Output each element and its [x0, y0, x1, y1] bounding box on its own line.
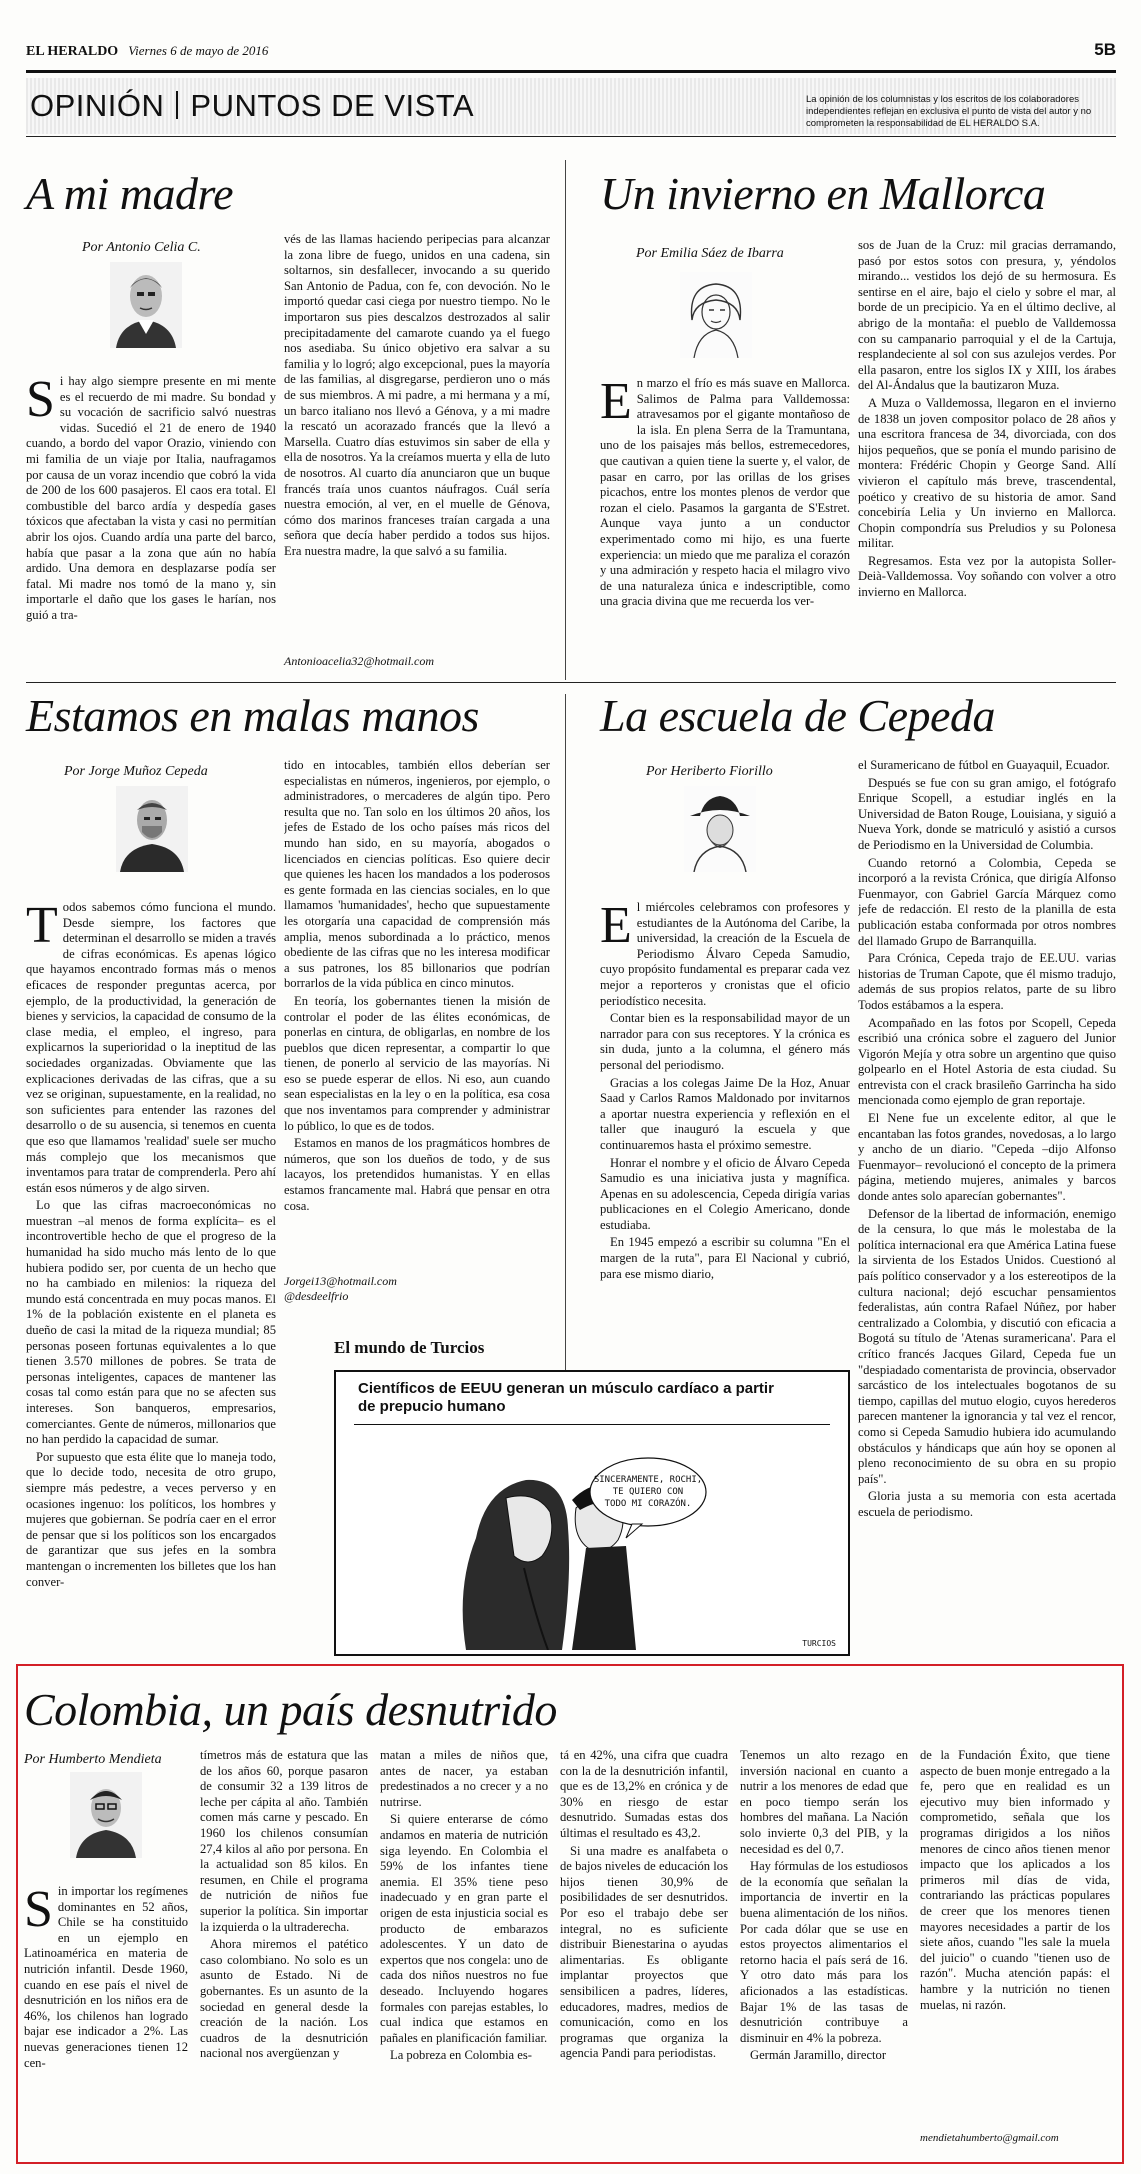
article-title: La escuela de Cepeda — [600, 690, 995, 741]
author-email: Jorgei13@hotmail.com — [284, 1274, 397, 1288]
article-paragraph: A Muza o Valldemossa, llegaron en el invierno de 1838 un joven compositor polaco de 28 años y una escritora francesa de 34, divorciada, con dos hijos pequeños, que se ponía el mundo parisino de montera: Frédéric Chopin y George Sand. Allí vivieron el capítulo más breve, trascendental, poético y creativo de su historia de amor. Sand concebiría Lelia y Un invierno en Mallorca. Chopin compondría sus Preludios y su Polonesa militar. — [858, 395, 1116, 551]
masthead — [26, 42, 1116, 68]
section-title — [30, 88, 474, 124]
article-paragraph: odos sabemos cómo funciona el mundo. Desde siempre, los factores que determinan el desarrollo se miden a través de cifras económicas. Es apenas lógico que hayamos encontrado formas más o menos eficaces de responder preguntas acerca, por ejemplo, de la productividad, la generación de bienes y servicios, la capacidad de consumo de la clase media, el empleo, el ingreso, para explicarnos la superioridad o la ineptitud de las sociedades organizadas. Obviamente que las explicaciones derivadas de las cifras, que a su vez se originan, supuestamente, en la realidad, no son suficientes para entender las razones del desarrollo o de su ausencia, si tenemos en cuenta que eso que llamamos 'realidad' suele ser mucho más complejo que los mecanismos que inventamos para tratar de comprenderla. Pero ahí están esos números y de algo sirven. — [26, 900, 276, 1195]
cartoon-rule — [354, 1424, 830, 1425]
page-number: 5B — [1094, 40, 1116, 59]
article-paragraph: vés de las llamas haciendo peripecias para alcanzar la zona libre de fuego, unidos en una cadena, sin soltarnos, sin desfallecer, invocando a su querido San Antonio de Padua, con fe, con devoción. No le importó quedar casi ciega por nuestro tiempo. No le importaron sus pies descalzos destrozados al salir precipitadamente del camarote cuando ya el fuego nos asediaba. Su único objetivo era salvar a su familia y lo logró; algo excepcional, pues la mayoría de las familias, al disgregarse, perdieron uno o más de sus miembros. A mi padre, a mi hermana y a mí, un barco italiano nos llevó a Génova, y a mi madre la rescató un acorazado francés que la llevó a Marsella. Cuatro días estuvimos sin saber de ella y ella de nosotros. Ya la creíamos muerta y ella de luto de nosotros. Al cuarto día anunciaron que un buque francés traía unos cuantos náufragos. Cuál sería nuestra emoción, al ver, en el muelle de Génova, cómo dos marinos franceses traían cargada a una señora que decía haber perdido a todos sus hijos. Era nuestra madre, la que salvó a su familia. — [284, 232, 550, 558]
article-paragraph: Por supuesto que esta élite que lo maneja todo, que lo decide todo, necesita de otro grupo, siempre más pedestre, a veces perverso y en ocasiones ingenuo: los políticos, los hombres y mujeres que gobiernan. Se podría caer en el error de pensar que si los políticos son los encargados de garantizar que sus jefes en la sombra mantengan o incrementen los billetes que los han conver- — [26, 1449, 276, 1589]
article-column — [920, 1748, 1110, 2130]
cartoonist-signature: TURCIOS — [802, 1639, 836, 1648]
cartoon-speech-line: TODO MI CORAZÓN. — [604, 1499, 692, 1509]
section-disclaimer: La opinión de los columnistas y los escritos de los colaboradores independientes reflejan en exclusiva el punto de vista del autor y no comprometen la responsabilidad de EL HERALDO S.A. — [806, 94, 1092, 129]
author-email: Antonioacelia32@hotmail.com — [284, 654, 435, 668]
article-byline: Por Humberto Mendieta — [24, 1752, 162, 1767]
author-portrait — [110, 262, 182, 348]
cartoon-section-title: El mundo de Turcios — [334, 1338, 485, 1357]
article-paragraph: Contar bien es la responsabilidad mayor de un narrador para con sus receptores. Y la crónica es sin duda, junto a la columna, el género más personal del periodismo. — [600, 1011, 850, 1072]
article-column — [26, 900, 276, 1642]
article-paragraph: La pobreza en Colombia es- — [390, 2048, 532, 2063]
article-column — [600, 900, 850, 1356]
issue-date: Viernes 6 de mayo de 2016 — [128, 43, 269, 58]
author-portrait — [684, 786, 756, 872]
article-paragraph: Estamos en manos de los pragmáticos hombres de números, que son los dueños de todo, y de sus lacayos, los pretendidos humanistas. Y en ellas estamos francamente mal. Habrá que pensar en otra cosa. — [284, 1136, 550, 1213]
cartoon-panel — [334, 1370, 850, 1656]
author-portrait — [680, 272, 752, 358]
article-column — [740, 1748, 908, 2148]
article-column — [284, 758, 550, 1270]
column-divider — [565, 160, 566, 680]
article-title: A mi madre — [26, 168, 234, 219]
article-paragraph: l miércoles celebramos con profesores y estudiantes de la Autónoma del Caribe, la universidad, la creación de la Escuela de Periodismo Álvaro Cepeda Samudio, cuyo propósito fundamental es preparar cada vez mejor a reporteros y cronistas que el oficio periodístico necesita. — [600, 900, 850, 1008]
article-byline: Por Emilia Sáez de Ibarra — [636, 246, 784, 261]
article-paragraph: Para Crónica, Cepeda trajo de EE.UU. varias historias de Truman Capote, que él mismo tradujo, además de sus propios relatos, parte de su libro Todos estábamos a la espera. — [858, 951, 1116, 1012]
author-contact — [284, 1274, 397, 1304]
cartoon-speech-line: TE QUIERO CON — [612, 1487, 684, 1497]
article-column — [26, 374, 276, 664]
article-paragraph: tímetros más de estatura que las de los años 60, porque pasaron de consumir 32 a 139 litros de leche per cápita al año. También comen más carne y pescado. En 1960 los chilenos consumían 27,4 kilos al año por persona. En la actualidad son 85 kilos. En resumen, en Chile el programa de nutrición de niños fue superior la política. Sin importar la izquierda o la ultraderecha. — [200, 1748, 368, 1934]
article-column — [560, 1748, 728, 2148]
newspaper-name: EL HERALDO — [26, 44, 119, 59]
article-paragraph: el Suramericano de fútbol en Guayaquil, Ecuador. — [858, 758, 1110, 772]
author-twitter: @desdeelfrio — [284, 1289, 349, 1303]
article-paragraph: El Nene fue un excelente editor, al que le encantaban las fotos grandes, novedosas, a lo largo y ancho de un diario. "Cepeda –dijo Alfonso Fuenmayor– revolucionó el concepto de la primera página, metiendo mujeres, animales y barcos donde antes solo aparecían gobernantes". — [858, 1111, 1116, 1204]
drop-cap: S — [26, 374, 55, 428]
article-title: Estamos en malas manos — [26, 690, 479, 741]
author-email: mendietahumberto@gmail.com — [920, 2132, 1059, 2144]
article-paragraph: Lo que las cifras macroeconómicas no muestran –al menos de forma explícita– es el incontrovertible hecho de que el progreso de la humanidad ha sido mucho más lento de lo que hubiera podido ser, por cuenta de un hecho que no ha cambiado en milenios: la riqueza del mundo está concentrada en muy pocas manos. El 1% de la población existente en el planeta es dueño de casi la mitad de la riqueza mundial; 85 personas poseen fortunas equivalentes a lo que tienen 3.570 millones de pobres. Se trata de personas inteligentes, capaces de mantener las cosas tal como están para que no se afecten sus intereses. Son banqueros, empresarios, comerciantes. Gente de números, millonarios que no han perdido la capacidad de sumar. — [26, 1198, 276, 1447]
article-paragraph: Hay fórmulas de los estudiosos de la economía que señalan la importancia de invertir en la buena alimentación de los niños. Por cada dólar que se use en estos proyectos alimentarios el retorno hacia el país será de 16. Y otro dato más para los aficionados a las estadísticas. Bajar 1% de las tasas de desnutrición contribuye a disminuir en 4% la pobreza. — [740, 1859, 908, 2045]
drop-cap: E — [600, 376, 632, 430]
article-column — [858, 238, 1116, 670]
article-paragraph: Después se fue con su gran amigo, el fotógrafo Enrique Scopell, a estudiar inglés en la Universidad de Baton Rouge, Louisiana, y siguió a Nueva York, donde se matriculó y asistió a cursos de Periodismo en la Universidad de Columbia. — [858, 775, 1116, 852]
cartoon-illustration — [336, 1428, 848, 1650]
article-column — [858, 758, 1116, 1652]
article-paragraph: de la Fundación Éxito, que tiene aspecto de buen monje entregado a la fe, pero que en realidad es un ejecutivo muy bien informado y comprometido, señala que los programas dirigidos a los niños menores de cinco años tienen menor impacto que los aplicados a los primeros mil días de vida, contrariando las prácticas populares de creer que los menores tienen mayores necesidades a partir de los siete años, cuando "les sale la muela del juicio" o cuando "tienen uso de razón". Mucha atención papás: el hambre y la nutrición no tienen muelas, ni razón. — [920, 1748, 1110, 2012]
article-paragraph: Tenemos un alto rezago en inversión nacional en cuanto a nutrir a los menores de edad que en poco tiempo serán los hombres del mañana. La Nación solo invierte 0,3 del PIB, y la necesidad es del 0,7. — [740, 1748, 908, 1856]
article-paragraph: Gloria justa a su memoria con esta acertada escuela de periodismo. — [858, 1489, 1116, 1519]
article-paragraph: Germán Jaramillo, director — [750, 2048, 887, 2063]
article-paragraph: n marzo el frío es más suave en Mallorca. Salimos de Palma para Valldemossa: atravesamos por el gigante montañoso de la isla. En plena Serra de la Tramuntana, uno de los paisajes más bellos, estremecedores, que cautivan a quien tiene la suerte y, el valor, de pasar en carro, por las orillas de los grises picachos, entre los montes plenos de verdor que rozan el cielo. Pasamos la garganta de S'Estret. Aunque vaya junto a un conductor experimentado como mi hijo, es una fuerte experiencia: un miedo que me paraliza el corazón y una admiración y respeto hacia el milagro vivo de una naturaleza única e indescriptible, como una gracia divina que me recuerda los ver- — [600, 376, 850, 609]
article-column — [284, 232, 550, 652]
article-paragraph: Honrar el nombre y el oficio de Álvaro Cepeda Samudio es una iniciativa justa y magnífica. Apenas en su adolescencia, Cepeda dirigía varias publicaciones en el Colegio Americano, donde estudiaba. — [600, 1155, 850, 1232]
drop-cap: T — [26, 900, 58, 954]
article-paragraph: matan a miles de niños que, antes de nacer, ya estaban predestinados a no crecer y a no nutrirse. — [380, 1748, 548, 1809]
article-title: Un invierno en Mallorca — [600, 168, 1046, 219]
article-paragraph: sos de Juan de la Cruz: mil gracias derramando, pasó por estos sotos con presura, y, yéndolos mirando... vestidos los dejó de su hermosura. Es sentirse en el aire, bajo el cielo y sobre el mar, al borde de un precipicio. Ya en el último declive, al abrigo de la montaña: el pueblo de Valldemossa con su campanario parroquial y el de la Cartuja, resplandeciente al sol con sus azulejos verdes. Por ella pasaron, entre los siglos IX y XIII, los árabes del Al-Ándalus que la bautizaron Muza. — [858, 238, 1116, 393]
article-paragraph: En 1945 empezó a escribir su columna "En el margen de la ruta", para El Nacional y cubrió, para ese mismo diario, — [600, 1235, 850, 1281]
article-paragraph: tido en intocables, también ellos deberían ser especialistas en números, ingenieros, por ejemplo, o administradores, o mercaderes de algún tipo. Pero resulta que no. Tan solo en los últimos 20 años, los jefes de Estado de los ocho países más ricos del mundo han sido, en su mayoría, abogados o licenciados en ciencias políticas. Eso quiere decir que quienes les hacen los mandados a los poderosos es gente formada en las ciencias sociales, en lo que llamamos 'humanidades', hecho que supuestamente les otorgaría una capacidad de comprensión más amplia, menos subordinada a lo práctico, menos obediente de las cifras que no les interesa modificar a sus patrones, los 85 billonarios que podrían borrarlos de la vida pública en cinco minutos. — [284, 758, 550, 991]
article-paragraph: Acompañado en las fotos por Scopell, Cepeda escribió una crónica sobre el zaguero del Junior Vigorón Mejía y otra sobre un argentino que quiso golpearlo en el Hotel Astoria de esta ciudad. Su entrevista con el crack brasileño Garrincha ha sido mencionada como ejemplo de gran reportaje. — [858, 1015, 1116, 1108]
article-paragraph: Gracias a los colegas Jaime De la Hoz, Anuar Saad y Carlos Ramos Maldonado por invitarnos a aportar nuestra experiencia y reflexión en el taller que inauguró la escuela y que continuaremos hasta el próximo semestre. — [600, 1075, 850, 1152]
article-column — [380, 1748, 548, 2148]
article-paragraph: Si quiere enterarse de cómo andamos en materia de nutrición siga leyendo. En Colombia el 59% de los infantes tiene anemia. El 35% tiene peso inadecuado y en gran parte el origen de esta injusticia social es producto de embarazos adolescentes. Y un dato de expertos que nos congela: uno de cada dos niños nuestros no fue deseado. Incluyendo hogares formales con parejas estables, lo cual indica que estamos en pañales en planificación familiar. — [380, 1812, 548, 2045]
article-paragraph: i hay algo siempre presente en mi mente es el recuerdo de mi madre. Su bondad y su vocación de sacrificio salvó nuestras vidas. Sucedió el 21 de enero de 1940 cuando, a bordo del vapor Orazio, viniendo con mi familia de un viaje por Italia, naufragamos por causa de un voraz incendio que cobró la vida de 200 de los 600 pasajeros. El caos era total. El combustible del barco ardía y despedía gases tóxicos que afectaban la vista y casi no permitían abrir los ojos. Cuando ardía una parte del barco, había que pasar a la zona que aún no había ardido. Una demora en desplazarse podía ser fatal. Mi madre nos tomó de la mano y, sin importarle el daño que los gases le harían, nos guió a tra- — [26, 374, 276, 622]
article-paragraph: En teoría, los gobernantes tienen la misión de controlar el poder de las élites económicas, de ponerlas en cintura, de obligarlas, en nombre de los pueblos que dicen representar, a compartir lo que tienen, de ponerlo al servicio de las mayorías. Ni eso se puede esperar de ellos. Ni eso, aun cuando sean especialistas en la ley o en la política, esa cosa que nos inventamos para comprender y administrar lo público, lo que es de todos. — [284, 993, 550, 1133]
section-right: PUNTOS DE VISTA — [190, 88, 475, 123]
article-column — [600, 376, 850, 666]
article-paragraph: Regresamos. Esta vez por la autopista Soller-Deià-Valldemossa. Voy soñando con volver a otro invierno en Mallorca. — [858, 553, 1116, 600]
article-column — [24, 1884, 188, 2148]
drop-cap: S — [24, 1884, 53, 1938]
cartoon-headline: Científicos de EEUU generan un músculo cardíaco a partir de prepucio humano — [358, 1380, 774, 1415]
article-byline: Por Heriberto Fiorillo — [646, 764, 773, 779]
article-paragraph: tá en 42%, una cifra que cuadra con la de la desnutrición infantil, que es de 13,2% en crónica y de 30% en riesgo de estar desnutrido. Sumadas estas dos últimas el resultado es 43,2. — [560, 1748, 728, 1840]
article-byline: Por Jorge Muñoz Cepeda — [64, 764, 208, 779]
author-portrait — [70, 1772, 142, 1858]
article-paragraph: Si una madre es analfabeta o de bajos niveles de educación los hijos tienen 30,9% de posibilidades de ser desnutridos. Por eso el trabajo debe ser integral, no es suficiente distribuir Bienestarina o ayudas alimentarias. Es obligante implantar proyectos que sensibilicen a padres, líderes, educadores, madres, medios de comunicación, como en los programas que organiza la agencia Pandi para periodistas. — [560, 1843, 728, 2061]
cartoon-speech-line: SINCERAMENTE, ROCHI, — [593, 1475, 703, 1485]
section-left: OPINIÓN — [30, 88, 165, 123]
section-rule — [26, 136, 1116, 137]
article-column — [200, 1748, 368, 2148]
drop-cap: E — [600, 900, 632, 954]
article-paragraph: Ahora miremos el patético caso colombiano. No solo es un asunto de Estado. Ni de gobernantes. Es un asunto de la sociedad en general desde la creación de la nación. Los cuadros de la desnutrición nacional nos avergüenzan y — [200, 1937, 368, 2061]
row-rule — [26, 682, 1116, 683]
article-title: Colombia, un país desnutrido — [24, 1684, 557, 1735]
masthead-rule — [26, 70, 1116, 73]
article-byline: Por Antonio Celia C. — [82, 240, 201, 255]
article-paragraph: in importar los regímenes dominantes en 52 años, Chile se ha constituido en un ejemplo en Latinoamérica en materia de nutrición infantil. Desde 1960, cuando en ese país el nivel de desnutrición en los niños era de 46%, los chilenos han logrado bajar ese indicador a 2%. Las nuevas generaciones tienen 12 cen- — [24, 1884, 188, 2070]
author-portrait — [116, 786, 188, 872]
article-paragraph: Cuando retornó a Colombia, Cepeda se incorporó a la revista Crónica, que dirigía Alfonso Fuenmayor, con Gabriel García Márquez como jefe de redacción. El resto de la planilla de esta publicación estaba conformada por otros nombres del llamado Grupo de Barranquilla. — [858, 855, 1116, 948]
article-paragraph: Defensor de la libertad de información, enemigo de la censura, lo que más le molestaba de la política internacional era que América Latina fuese la sirvienta de los Estados Unidos. Cuestionó al país político conservador y a los estereotipos de la cultura nacional; dejó escuchar pensamientos federalistas, aún contra Rafael Núñez, por haber centralizado a Colombia, y discutió con eficacia a Bogotá su título de 'Atenas suramericana'. Para el crítico francés Jacques Gilard, Cepeda fue un "despiadado comentarista de provincia, observador sarcástico de los intelectuales bogotanos de su tiempo, capillas del mutuo elogio, cuyos herederos parecen mantener la ignorancia y tal vez el rencor, como si Cepeda Samudio hubiera ido acumulando obstáculos y hándicaps que aún hoy se oponen al pleno reconocimiento de su obra en su propio país". — [858, 1206, 1116, 1486]
